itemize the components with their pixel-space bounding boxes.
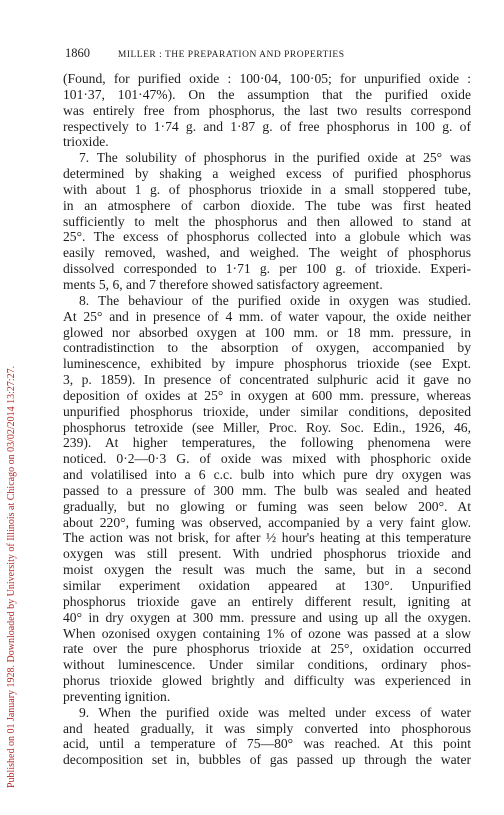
text-line: easily removed, washed, and weighed. The weight of phosphorus (63, 245, 471, 261)
text-line: 3, p. 1859). In presence of concentrated sulphuric acid it gave no (63, 372, 471, 388)
text-line: oxygen was still present. With undried phosphorus trioxide and (63, 546, 471, 562)
text-line: moist oxygen the result was much the same, but in a second (63, 562, 471, 578)
download-watermark: Published on 01 January 1928. Downloaded by University of Illinois at Chicago on 03/02/2014 13:27:27. (6, 365, 17, 788)
text-line: trioxide. (63, 134, 109, 150)
text-line: noticed. 0·2—0·3 G. of oxide was mixed with phosphoric oxide (63, 451, 471, 467)
text-line: rate over the pure phosphorus trioxide at 25°, oxidation occurred (63, 641, 471, 657)
text-line: phosphorus trioxide gave an entirely different result, igniting at (63, 593, 471, 609)
text-line: similar experiment oxidation appeared at 130°. Unpurified (63, 578, 471, 593)
text-line: determined by shaking a weighed excess of purified phosphorus (63, 166, 471, 182)
text-line: The action was not brisk, for after ½ hour's heating at this temperature (63, 530, 471, 546)
text-line: dissolved corresponded to 1·71 g. per 100 g. of trioxide. Experi- (63, 261, 471, 277)
text-line: luminescence, exhibited by impure phosphorus trioxide (see Expt. (63, 356, 471, 372)
text-line: deposition of oxides at 25° in oxygen at 600 mm. pressure, whereas (63, 387, 471, 403)
text-line: in an atmosphere of carbon dioxide. The tube was first heated (63, 197, 471, 213)
text-line: without luminescence. Under similar conditions, ordinary phos- (63, 657, 471, 673)
text-line: 7. The solubility of phosphorus in the purified oxide at 25° was (79, 150, 471, 166)
text-line: 25°. The excess of phosphorus collected into a globule which was (63, 229, 471, 245)
text-line: When ozonised oxygen containing 1% of ozone was passed at a slow (63, 625, 471, 641)
text-line: 9. When the purified oxide was melted under excess of water (79, 704, 471, 720)
running-header (65, 46, 465, 62)
text-line: passed to a pressure of 300 mm. The bulb was sealed and heated (63, 482, 471, 498)
text-line: and heated gradually, it was simply converted into phosphorous (63, 720, 471, 736)
running-head-title: MILLER : THE PREPARATION AND PROPERTIES (117, 50, 345, 60)
text-line: 239). At higher temperatures, the following phenomena were (63, 435, 471, 451)
page-number: 1860 (65, 46, 90, 60)
text-line: ments 5, 6, and 7 therefore showed satisfactory agreement. (63, 276, 383, 292)
text-line: phosphorus tetroxide (see Miller, Proc. Roy. Soc. Edin., 1926, 46, (63, 419, 471, 435)
text-line: preventing ignition. (63, 688, 171, 704)
text-line: was entirely free from phosphorus, the last two results correspond (63, 102, 471, 118)
article-body (63, 71, 471, 768)
text-line: 8. The behaviour of the purified oxide in oxygen was studied. (79, 292, 471, 308)
text-line: with about 1 g. of phosphorus trioxide in a small stoppered tube, (63, 181, 471, 197)
text-line: sufficiently to melt the phosphorus and then allowed to stand at (63, 213, 471, 229)
text-line: respectively to 1·74 g. and 1·87 g. of free phosphorus in 100 g. of (63, 118, 471, 134)
text-line: acid, until a temperature of 75—80° was reached. At this point (63, 736, 471, 752)
text-line: phorus trioxide glowed brightly and difficulty was experienced in (63, 673, 471, 689)
text-line: decomposition set in, bubbles of gas passed up through the water (63, 752, 471, 768)
text-line: (Found, for purified oxide : 100·04, 100·05; for unpurified oxide : (63, 71, 471, 86)
text-line: At 25° and in presence of 4 mm. of water vapour, the oxide neither (63, 308, 471, 324)
text-line: glowed nor absorbed oxygen at 100 mm. or 18 mm. pressure, in (63, 324, 471, 340)
text-line: 101·37, 101·47%). On the assumption that the purified oxide (63, 86, 471, 102)
text-line: and volatilised into a 6 c.c. bulb into which pure dry oxygen was (63, 467, 471, 483)
text-line: unpurified phosphorus trioxide, under similar conditions, deposited (63, 403, 471, 419)
text-line: 40° in dry oxygen at 300 mm. pressure and using up all the oxygen. (63, 609, 471, 625)
text-line: contradistinction to the absorption of oxygen, accompanied by (63, 340, 471, 356)
text-line: about 220°, fuming was observed, accompanied by a very faint glow. (63, 514, 471, 530)
text-line: gradually, but no glowing or fuming was seen below 200°. At (63, 498, 471, 514)
